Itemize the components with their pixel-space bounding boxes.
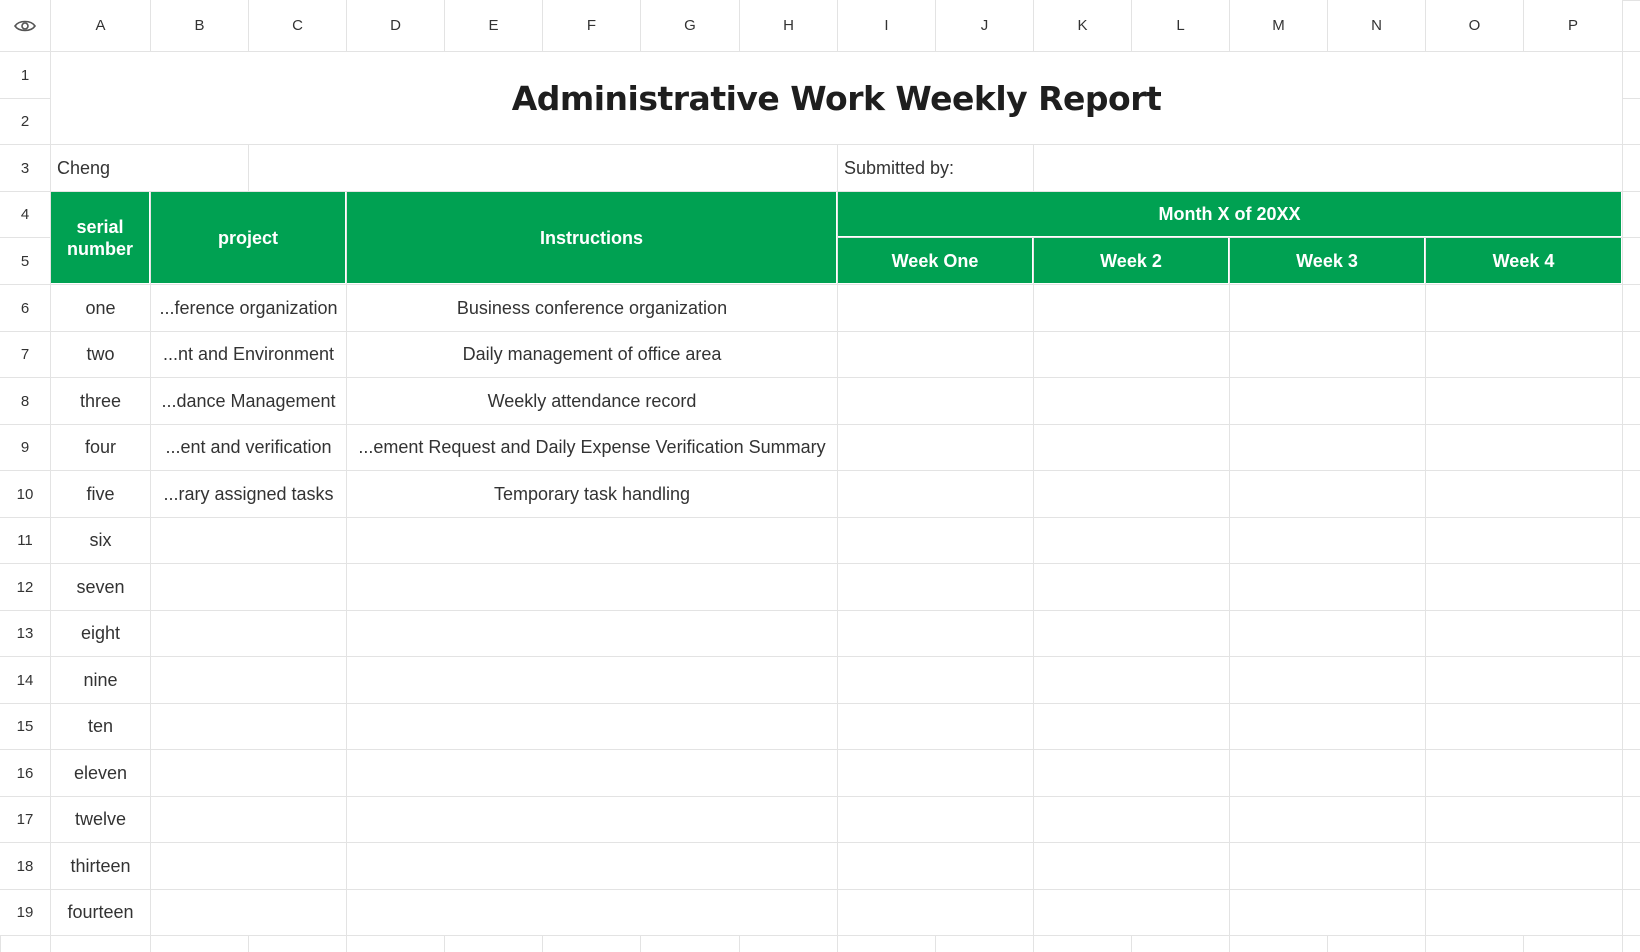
instructions-cell[interactable]: [347, 564, 837, 610]
week-2-cell[interactable]: [1034, 843, 1229, 889]
row-header-10[interactable]: 10: [0, 471, 50, 517]
project-cell[interactable]: [151, 750, 346, 796]
header-week-3[interactable]: Week 3: [1230, 238, 1425, 284]
week-4-cell[interactable]: [1426, 797, 1622, 842]
row-header-16[interactable]: 16: [0, 750, 50, 796]
row-header-2[interactable]: 2: [0, 99, 50, 144]
instructions-cell[interactable]: Temporary task handling: [347, 471, 837, 517]
column-header-n[interactable]: N: [1328, 0, 1425, 51]
project-cell[interactable]: ...ference organization: [151, 285, 346, 331]
week-2-cell[interactable]: [1034, 285, 1229, 331]
header-week-1[interactable]: Week One: [838, 238, 1033, 284]
week-3-cell[interactable]: [1230, 611, 1425, 656]
week-4-cell[interactable]: [1426, 890, 1622, 935]
instructions-cell[interactable]: [347, 797, 837, 842]
column-header-o[interactable]: O: [1426, 0, 1523, 51]
project-cell[interactable]: [151, 843, 346, 889]
row-header-4[interactable]: 4: [0, 192, 50, 237]
project-cell[interactable]: [151, 564, 346, 610]
instructions-cell[interactable]: [347, 843, 837, 889]
week-3-cell[interactable]: [1230, 843, 1425, 889]
serial-number-cell[interactable]: five: [51, 471, 150, 517]
week-2-cell[interactable]: [1034, 564, 1229, 610]
header-project[interactable]: project: [151, 192, 346, 284]
instructions-cell[interactable]: Daily management of office area: [347, 332, 837, 377]
week-4-cell[interactable]: [1426, 657, 1622, 703]
week-3-cell[interactable]: [1230, 471, 1425, 517]
week-4-cell[interactable]: [1426, 611, 1622, 656]
week-1-cell[interactable]: [838, 285, 1033, 331]
serial-number-cell[interactable]: three: [51, 378, 150, 424]
row-header-3[interactable]: 3: [0, 145, 50, 191]
column-header-m[interactable]: M: [1230, 0, 1327, 51]
grid-vline: [1622, 0, 1623, 952]
week-3-cell[interactable]: [1230, 378, 1425, 424]
row-header-7[interactable]: 7: [0, 332, 50, 377]
week-1-cell[interactable]: [838, 564, 1033, 610]
week-1-cell[interactable]: [838, 518, 1033, 563]
week-4-cell[interactable]: [1426, 564, 1622, 610]
serial-number-cell[interactable]: seven: [51, 564, 150, 610]
submitted-by-value[interactable]: [1034, 145, 1622, 191]
column-header-f[interactable]: F: [543, 0, 640, 51]
week-4-cell[interactable]: [1426, 843, 1622, 889]
week-4-cell[interactable]: [1426, 378, 1622, 424]
serial-number-cell[interactable]: four: [51, 425, 150, 470]
column-header-j[interactable]: J: [936, 0, 1033, 51]
week-1-cell[interactable]: [838, 797, 1033, 842]
instructions-cell[interactable]: [347, 704, 837, 749]
project-cell[interactable]: [151, 611, 346, 656]
week-4-cell[interactable]: [1426, 285, 1622, 331]
column-header-i[interactable]: I: [838, 0, 935, 51]
week-4-cell[interactable]: [1426, 425, 1622, 470]
week-3-cell[interactable]: [1230, 285, 1425, 331]
week-1-cell[interactable]: [838, 843, 1033, 889]
week-2-cell[interactable]: [1034, 471, 1229, 517]
column-header-d[interactable]: D: [347, 0, 444, 51]
week-3-cell[interactable]: [1230, 564, 1425, 610]
row-header-1[interactable]: 1: [0, 52, 50, 98]
serial-number-cell[interactable]: eleven: [51, 750, 150, 796]
instructions-cell[interactable]: Weekly attendance record: [347, 378, 837, 424]
week-2-cell[interactable]: [1034, 518, 1229, 563]
serial-number-cell[interactable]: fourteen: [51, 890, 150, 935]
week-3-cell[interactable]: [1230, 750, 1425, 796]
row-header-17[interactable]: 17: [0, 797, 50, 842]
week-1-cell[interactable]: [838, 471, 1033, 517]
submitted-by-label[interactable]: Submitted by:: [838, 145, 1033, 191]
project-cell[interactable]: [151, 657, 346, 703]
row-header-15[interactable]: 15: [0, 704, 50, 749]
week-3-cell[interactable]: [1230, 518, 1425, 563]
project-cell[interactable]: [151, 518, 346, 563]
week-4-cell[interactable]: [1426, 518, 1622, 563]
week-1-cell[interactable]: [838, 332, 1033, 377]
week-3-cell[interactable]: [1230, 425, 1425, 470]
week-2-cell[interactable]: [1034, 750, 1229, 796]
row-header-6[interactable]: 6: [0, 285, 50, 331]
row-header-11[interactable]: 11: [0, 518, 50, 563]
week-2-cell[interactable]: [1034, 797, 1229, 842]
project-cell[interactable]: ...rary assigned tasks: [151, 471, 346, 517]
week-2-cell[interactable]: [1034, 657, 1229, 703]
week-1-cell[interactable]: [838, 425, 1033, 470]
instructions-cell[interactable]: ...ement Request and Daily Expense Verification Summary: [347, 425, 837, 470]
instructions-cell[interactable]: [347, 890, 837, 935]
week-1-cell[interactable]: [838, 611, 1033, 656]
header-instructions[interactable]: Instructions: [347, 192, 837, 284]
project-cell[interactable]: ...ent and verification: [151, 425, 346, 470]
week-1-cell[interactable]: [838, 750, 1033, 796]
header-week-2[interactable]: Week 2: [1034, 238, 1229, 284]
project-cell[interactable]: ...nt and Environment: [151, 332, 346, 377]
serial-number-cell[interactable]: two: [51, 332, 150, 377]
header-serial-number[interactable]: serial number: [51, 192, 150, 284]
row-header-13[interactable]: 13: [0, 611, 50, 656]
week-2-cell[interactable]: [1034, 704, 1229, 749]
serial-number-cell[interactable]: eight: [51, 611, 150, 656]
grid-hline: [0, 935, 1640, 936]
column-header-b[interactable]: B: [151, 0, 248, 51]
name-cell[interactable]: Cheng: [51, 145, 248, 191]
column-header-p[interactable]: P: [1524, 0, 1622, 51]
row-header-14[interactable]: 14: [0, 657, 50, 703]
week-1-cell[interactable]: [838, 378, 1033, 424]
week-2-cell[interactable]: [1034, 611, 1229, 656]
serial-number-cell[interactable]: one: [51, 285, 150, 331]
week-1-cell[interactable]: [838, 890, 1033, 935]
header-month[interactable]: Month X of 20XX: [838, 192, 1622, 237]
blank-merged-c3-h3[interactable]: [249, 145, 837, 191]
week-4-cell[interactable]: [1426, 704, 1622, 749]
select-all-corner[interactable]: [0, 0, 50, 51]
column-header-c[interactable]: C: [249, 0, 346, 51]
serial-number-cell[interactable]: six: [51, 518, 150, 563]
week-1-cell[interactable]: [838, 657, 1033, 703]
week-3-cell[interactable]: [1230, 332, 1425, 377]
week-4-cell[interactable]: [1426, 332, 1622, 377]
week-3-cell[interactable]: [1230, 890, 1425, 935]
project-cell[interactable]: [151, 704, 346, 749]
column-header-h[interactable]: H: [740, 0, 837, 51]
eye-icon[interactable]: [14, 19, 36, 33]
column-header-l[interactable]: L: [1132, 0, 1229, 51]
row-header-8[interactable]: 8: [0, 378, 50, 424]
report-title[interactable]: Administrative Work Weekly Report: [51, 52, 1622, 144]
column-header-e[interactable]: E: [445, 0, 542, 51]
row-header-19[interactable]: 19: [0, 890, 50, 935]
instructions-cell[interactable]: [347, 750, 837, 796]
week-2-cell[interactable]: [1034, 425, 1229, 470]
week-4-cell[interactable]: [1426, 471, 1622, 517]
week-2-cell[interactable]: [1034, 378, 1229, 424]
instructions-cell[interactable]: [347, 611, 837, 656]
week-3-cell[interactable]: [1230, 657, 1425, 703]
serial-number-cell[interactable]: nine: [51, 657, 150, 703]
instructions-cell[interactable]: [347, 657, 837, 703]
column-header-k[interactable]: K: [1034, 0, 1131, 51]
serial-number-cell[interactable]: twelve: [51, 797, 150, 842]
week-2-cell[interactable]: [1034, 332, 1229, 377]
week-3-cell[interactable]: [1230, 704, 1425, 749]
row-header-5[interactable]: 5: [0, 238, 50, 284]
row-header-9[interactable]: 9: [0, 425, 50, 470]
week-2-cell[interactable]: [1034, 890, 1229, 935]
project-cell[interactable]: ...dance Management: [151, 378, 346, 424]
header-week-4[interactable]: Week 4: [1426, 238, 1622, 284]
project-cell[interactable]: [151, 890, 346, 935]
instructions-cell[interactable]: Business conference organization: [347, 285, 837, 331]
week-4-cell[interactable]: [1426, 750, 1622, 796]
project-cell[interactable]: [151, 797, 346, 842]
column-header-g[interactable]: G: [641, 0, 739, 51]
serial-number-cell[interactable]: thirteen: [51, 843, 150, 889]
week-1-cell[interactable]: [838, 704, 1033, 749]
serial-number-cell[interactable]: ten: [51, 704, 150, 749]
row-header-18[interactable]: 18: [0, 843, 50, 889]
column-header-a[interactable]: A: [51, 0, 150, 51]
week-3-cell[interactable]: [1230, 797, 1425, 842]
row-header-12[interactable]: 12: [0, 564, 50, 610]
instructions-cell[interactable]: [347, 518, 837, 563]
